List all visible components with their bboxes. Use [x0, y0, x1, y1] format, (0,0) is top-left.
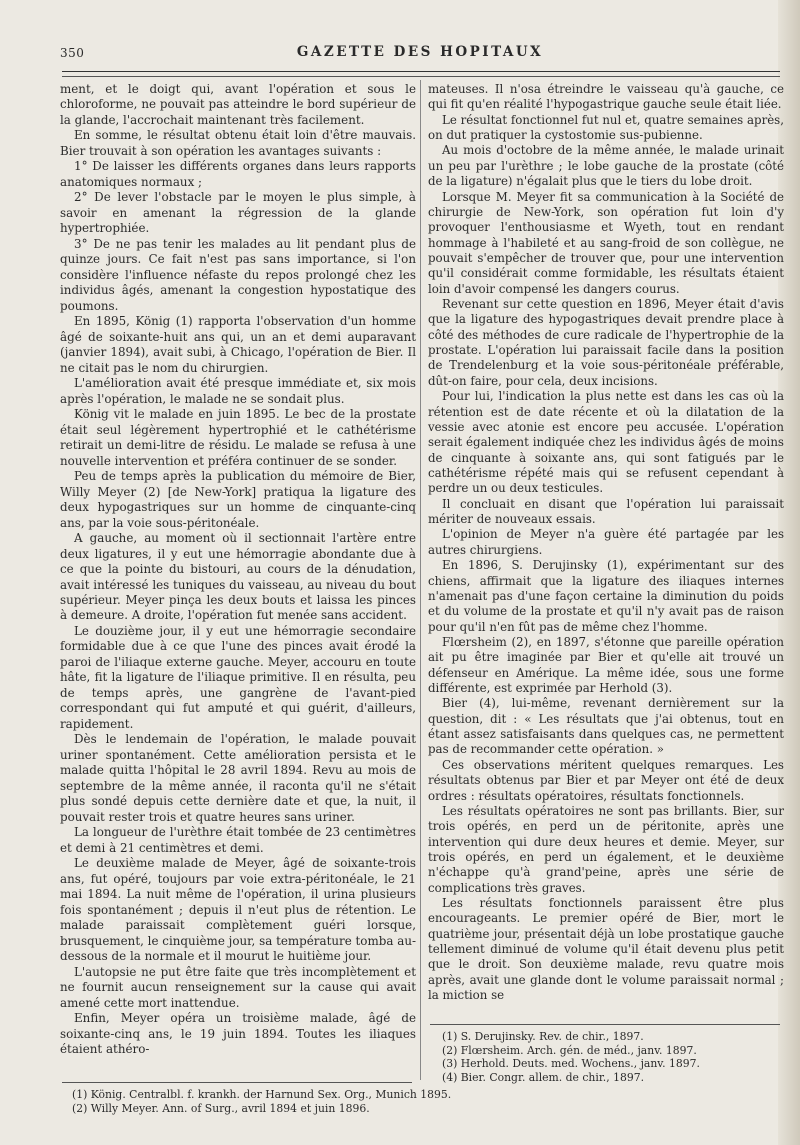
page-number: 350	[60, 46, 85, 60]
list-item: 2° De lever l'obstacle par le moyen le plus simple, à savoir en amenant la régression de la glande hypertrophiée.	[60, 190, 416, 236]
footnote: (2) Flœrsheim. Arch. gén. de méd., janv. 1897.	[442, 1043, 697, 1057]
right-column	[428, 82, 784, 1004]
footnote: (2) Willy Meyer. Ann. of Surg., avril 1894 et juin 1896.	[72, 1101, 370, 1115]
footnote: (4) Bier. Congr. allem. de chir., 1897.	[442, 1070, 645, 1084]
paragraph: En 1895, König (1) rapporta l'observation d'un homme âgé de soixante-huit ans qui, un an et demi auparavant (janvier 1894), avait subi, à Chicago, l'opération de Bier. Il ne citait pas le nom du chirurgien.	[60, 314, 416, 375]
footnotes-left	[72, 1088, 451, 1115]
paragraph: Enfin, Meyer opéra un troisième malade, âgé de soixante-cinq ans, le 19 juin 1894. Toutes les iliaques étaient athéro-	[60, 1011, 416, 1057]
paragraph: Lorsque M. Meyer fit sa communication à la Société de chirurgie de New-York, son opération fut loin d'y provoquer l'enthousiasme et Wyeth, tout en rendant hommage à l'habileté et au sang-froid de son collègue, ne pouvait s'empêcher de trouver que, pour une intervention qu'il considérait comme formidable, les résultats étaient loin d'avoir compensé les dangers courus.	[428, 189, 784, 296]
paragraph: Dès le lendemain de l'opération, le malade pouvait uriner spontanément. Cette amélioration persista et le malade quitta l'hôpital le 28 avril 1894. Revu au mois de septembre de la même année, il raconta qu'il ne s'était plus sondé depuis cette dernière date et que, la nuit, il pouvait rester trois et quatre heures sans uriner.	[60, 732, 416, 824]
paragraph: Les résultats fonctionnels paraissent être plus encourageants. Le premier opéré de Bier, mort le quatrième jour, présentait déjà un lobe prostatique gauche tellement diminué de volume qu'il était devenu plus petit que le droit. Son deuxième malade, revu quatre mois après, avait une glande dont le volume paraissait normal ; la miction se	[428, 896, 784, 1003]
header-rule-thin	[62, 76, 780, 77]
left-column	[60, 82, 416, 1058]
paragraph: Le douzième jour, il y eut une hémorragie secondaire formidable due à ce que l'une des pinces avait érodé la paroi de l'iliaque externe gauche. Meyer, accouru en toute hâte, fit la ligature de l'iliaque primitive. Il en résulta, peu de temps après, une gangrène de l'avant-pied correspondant qui fut amputé et qui guérit, d'ailleurs, rapidement.	[60, 623, 416, 731]
paragraph: Le deuxième malade de Meyer, âgé de soixante-trois ans, fut opéré, toujours par voie extra-péritonéale, le 21 mai 1894. La nuit même de l'opération, il urina plusieurs fois spontanément ; depuis il n'eut plus de rétention. Le malade paraissait complètement guéri lorsque, brusquement, le cinquième jour, sa température tomba au-dessous de la normale et il mourut le huitième jour.	[60, 856, 416, 964]
page-header	[60, 42, 780, 66]
footnote: (1) S. Derujinsky. Rev. de chir., 1897.	[442, 1030, 644, 1043]
running-title: GAZETTE DES HOPITAUX	[296, 44, 544, 60]
paragraph: Peu de temps après la publication du mémoire de Bier, Willy Meyer (2) [de New-York] pratiqua la ligature des deux hypogastriques sur un homme de cinquante-cinq ans, par la voie sous-péritonéale.	[60, 469, 416, 530]
paragraph: L'autopsie ne put être faite que très incomplètement et ne fournit aucun renseignement sur la cause qui avait amené cette mort inattendue.	[60, 964, 416, 1010]
paragraph: Au mois d'octobre de la même année, le malade urinait un peu par l'urèthre ; le lobe gauche de la prostate (côté de la ligature) n'égalait plus que le tiers du lobe droit.	[428, 143, 784, 189]
footnotes-right	[442, 1030, 700, 1084]
list-item: 1° De laisser les différents organes dans leurs rapports anatomiques normaux ;	[60, 159, 416, 189]
paragraph: A gauche, au moment où il sectionnait l'artère entre deux ligatures, il y eut une hémorragie abondante due à ce que la pointe du bistouri, au cours de la dénudation, avait intéressé les tuniques du vaisseau, au niveau du bout supérieur. Meyer pinça les deux bouts et laissa les pinces à demeure. A droite, l'opération fut menée sans accident.	[60, 531, 416, 623]
list-item: 3° De ne pas tenir les malades au lit pendant plus de quinze jours. Ce fait n'est pas sans importance, si l'on considère l'influence néfaste du repos prolongé chez les individus âgés, amenant la congestion hypostatique des poumons.	[60, 236, 416, 313]
paragraph: mateuses. Il n'osa étreindre le vaisseau qu'à gauche, ce qui fit qu'en réalité l'hypogastrique gauche seule était liée.	[428, 82, 784, 112]
paragraph: König vit le malade en juin 1895. Le bec de la prostate était seul légèrement hypertrophié et le cathétérisme retirait un demi-litre de résidu. Le malade se refusa à une nouvelle intervention et préféra continuer de se sonder.	[60, 407, 416, 468]
paragraph: L'opinion de Meyer n'a guère été partagée par les autres chirurgiens.	[428, 527, 784, 557]
header-rule-thick	[62, 71, 780, 72]
paragraph: Le résultat fonctionnel fut nul et, quatre semaines après, on dut pratiquer la cystostomie sus-pubienne.	[428, 112, 784, 143]
paragraph: Il concluait en disant que l'opération lui paraissait mériter de nouveaux essais.	[428, 496, 784, 527]
paragraph: Revenant sur cette question en 1896, Meyer était d'avis que la ligature des hypogastriques devait prendre place à côté des méthodes de cure radicale de l'hypertrophie de la prostate. L'opération lui paraissait facile dans la position de Trendelenburg et la voie sous-péritonéale préférable, dût-on faire, pour cela, deux incisions.	[428, 297, 784, 388]
column-divider	[420, 80, 421, 1080]
paragraph: Pour lui, l'indication la plus nette est dans les cas où la rétention est de date récente et où la dilatation de la vessie avec atonie est encore peu accusée. L'opération serait également indiquée chez les individus âgés de moins de cinquante à soixante ans, qui sont fatigués par le cathétérisme répété mais qui se refusent cependant à perdre un ou deux testicules.	[428, 389, 784, 496]
paragraph: En somme, le résultat obtenu était loin d'être mauvais. Bier trouvait à son opération les avantages suivants :	[60, 128, 416, 158]
paragraph: Bier (4), lui-même, revenant dernièrement sur la question, dit : « Les résultats que j'ai obtenus, tout en étant assez satisfaisants dans quelques cas, ne permettent pas de recommander cette opération. »	[428, 696, 784, 757]
paragraph: Les résultats opératoires ne sont pas brillants. Bier, sur trois opérés, en perd un de péritonite, après une intervention qui dure deux heures et demie. Meyer, sur trois opérés, en perd un également, et le deuxième n'échappe qu'à grand'peine, après une série de complications très graves.	[428, 803, 784, 895]
footnote-rule-left	[62, 1082, 412, 1083]
footnote: (3) Herhold. Deuts. med. Wochens., janv. 1897.	[442, 1057, 700, 1071]
footnote-rule-right	[430, 1024, 780, 1025]
paragraph: La longueur de l'urèthre était tombée de 23 centimètres et demi à 21 centimètres et demi.	[60, 825, 416, 855]
footnote: (1) König. Centralbl. f. krankh. der Harnund Sex. Org., Munich 1895.	[72, 1088, 452, 1101]
paragraph: ment, et le doigt qui, avant l'opération et sous le chloroforme, ne pouvait pas atteindre le bord supérieur de la glande, l'accrochait maintenant très facilement.	[60, 82, 416, 127]
paragraph: En 1896, S. Derujinsky (1), expérimentant sur des chiens, affirmait que la ligature des iliaques internes n'amenait pas d'une façon certaine la diminution du poids et du volume de la prostate et qu'il n'y avait pas de raison pour qu'il n'en fût pas de même chez l'homme.	[428, 558, 784, 634]
paragraph: Flœrsheim (2), en 1897, s'étonne que pareille opération ait pu être imaginée par Bier et qu'elle ait trouvé un défenseur en Amérique. La même idée, sous une forme différente, est exprimée par Herhold (3).	[428, 634, 784, 696]
paragraph: Ces observations méritent quelques remarques. Les résultats obtenus par Bier et par Meyer ont été de deux ordres : résultats opératoires, résultats fonctionnels.	[428, 757, 784, 803]
paragraph: L'amélioration avait été presque immédiate et, six mois après l'opération, le malade ne se sondait plus.	[60, 376, 416, 406]
